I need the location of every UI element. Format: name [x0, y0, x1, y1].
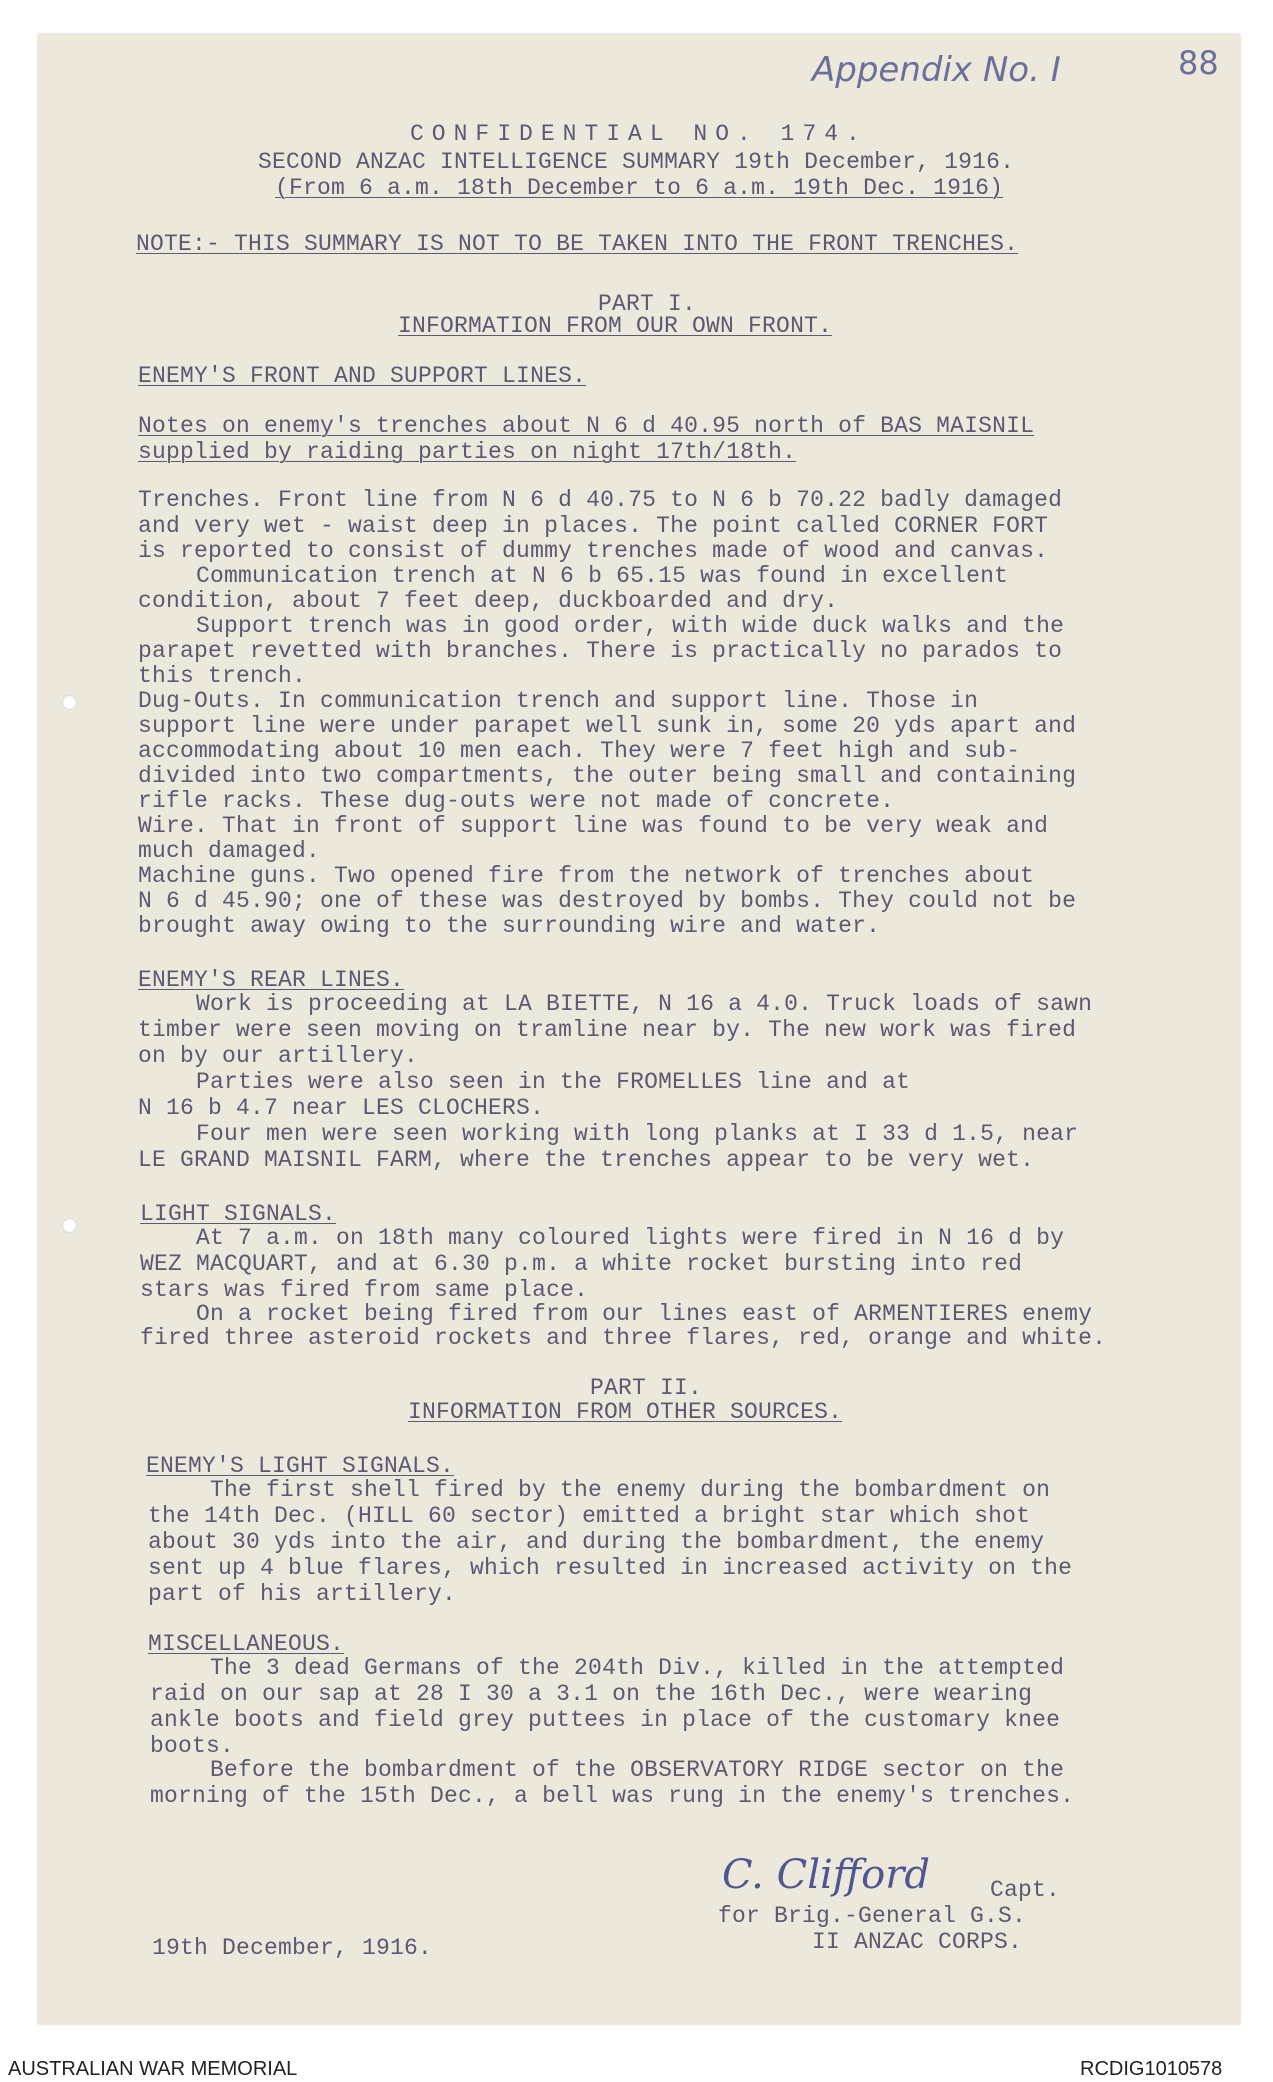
text-line: fired three asteroid rockets and three flares, red, orange and white.	[140, 1325, 1107, 1351]
text-line: about 30 yds into the air, and during the bombardment, the enemy	[148, 1529, 1045, 1555]
text-line: boots.	[150, 1733, 235, 1759]
text-line: support line were under parapet well sunk in, some 20 yds apart and	[138, 713, 1077, 739]
text-line: parapet revetted with branches. There is practically no parados to	[138, 638, 1063, 664]
text-line: Work is proceeding at LA BIETTE, N 16 a 4.0. Truck loads of sawn	[196, 991, 1093, 1017]
corps-name: II ANZAC CORPS.	[812, 1929, 1023, 1955]
text-line: Notes on enemy's trenches about N 6 d 40.95 north of BAS MAISNIL	[138, 413, 1035, 439]
document-date: 19th December, 1916.	[152, 1935, 433, 1961]
text-line: Parties were also seen in the FROMELLES line and at	[196, 1069, 911, 1095]
text-line: The first shell fired by the enemy during the bombardment on	[210, 1477, 1051, 1503]
text-line: raid on our sap at 28 I 30 a 3.1 on the 16th Dec., were wearing	[150, 1681, 1033, 1707]
text-line: Communication trench at N 6 b 65.15 was found in excellent	[196, 563, 1009, 589]
section-heading: MISCELLANEOUS.	[148, 1631, 345, 1657]
punch-hole-bottom	[62, 1218, 77, 1233]
part-two-label: PART II.	[590, 1375, 703, 1401]
text-line: this trench.	[138, 663, 307, 689]
text-line: accommodating about 10 men each. They were 7 feet high and sub-	[138, 738, 1021, 764]
text-line: On a rocket being fired from our lines east of ARMENTIERES enemy	[196, 1301, 1093, 1327]
text-line: brought away owing to the surrounding wire and water.	[138, 913, 881, 939]
text-line: morning of the 15th Dec., a bell was rung in the enemy's trenches.	[150, 1783, 1075, 1809]
text-line: At 7 a.m. on 18th many coloured lights were fired in N 16 d by	[196, 1225, 1065, 1251]
text-line: Trenches. Front line from N 6 d 40.75 to N 6 b 70.22 badly damaged	[138, 487, 1063, 513]
text-line: N 6 d 45.90; one of these was destroyed by bombs. They could not be	[138, 888, 1077, 914]
folio-number: 88	[1178, 44, 1219, 82]
summary-title: SECOND ANZAC INTELLIGENCE SUMMARY 19th December, 1916.	[258, 149, 1015, 175]
footer-id: RCDIG1010578	[1080, 2058, 1223, 2080]
text-line: stars was fired from same place.	[140, 1277, 589, 1303]
part-one-title: INFORMATION FROM OUR OWN FRONT.	[398, 313, 833, 339]
text-line: the 14th Dec. (HILL 60 sector) emitted a bright star which shot	[148, 1503, 1031, 1529]
text-line: sent up 4 blue flares, which resulted in increased activity on the	[148, 1555, 1073, 1581]
text-line: part of his artillery.	[148, 1581, 457, 1607]
text-line: Four men were seen working with long planks at I 33 d 1.5, near	[196, 1121, 1079, 1147]
confidential-number: CONFIDENTIAL NO. 174.	[410, 121, 868, 147]
text-line: LE GRAND MAISNIL FARM, where the trenches appear to be very wet.	[138, 1147, 1035, 1173]
appendix-note: Appendix No. I	[812, 50, 1061, 90]
section-heading: LIGHT SIGNALS.	[140, 1201, 337, 1227]
text-line: is reported to consist of dummy trenches made of wood and canvas.	[138, 538, 1049, 564]
signatory-rank: Capt.	[990, 1877, 1061, 1903]
text-line: Machine guns. Two opened fire from the network of trenches about	[138, 863, 1035, 889]
signature: C. Clifford	[722, 1852, 930, 1898]
section-heading: ENEMY'S REAR LINES.	[138, 967, 405, 993]
text-line: Dug-Outs. In communication trench and support line. Those in	[138, 688, 979, 714]
text-line: Support trench was in good order, with wide duck walks and the	[196, 613, 1065, 639]
text-line: Wire. That in front of support line was found to be very weak and	[138, 813, 1049, 839]
text-line: divided into two compartments, the outer being small and containing	[138, 763, 1077, 789]
text-line: The 3 dead Germans of the 204th Div., killed in the attempted	[210, 1655, 1065, 1681]
part-one-label: PART I.	[598, 291, 697, 317]
text-line: Before the bombardment of the OBSERVATORY RIDGE sector on the	[210, 1757, 1065, 1783]
summary-period: (From 6 a.m. 18th December to 6 a.m. 19th Dec. 1916)	[275, 175, 1004, 201]
text-line: WEZ MACQUART, and at 6.30 p.m. a white rocket bursting into red	[140, 1251, 1023, 1277]
section-heading: ENEMY'S FRONT AND SUPPORT LINES.	[138, 363, 587, 389]
text-line: much damaged.	[138, 838, 321, 864]
part-two-title: INFORMATION FROM OTHER SOURCES.	[408, 1399, 843, 1425]
text-line: ankle boots and field grey puttees in place of the customary knee	[150, 1707, 1061, 1733]
confidential-note: NOTE:- THIS SUMMARY IS NOT TO BE TAKEN INTO THE FRONT TRENCHES.	[136, 231, 1019, 257]
text-line: on by our artillery.	[138, 1043, 419, 1069]
text-line: timber were seen moving on tramline near by. The new work was fired	[138, 1017, 1077, 1043]
text-line: condition, about 7 feet deep, duckboarded and dry.	[138, 588, 839, 614]
text-line: rifle racks. These dug-outs were not made of concrete.	[138, 788, 895, 814]
text-line: N 16 b 4.7 near LES CLOCHERS.	[138, 1095, 545, 1121]
signatory-line: for Brig.-General G.S.	[718, 1903, 1027, 1929]
text-line: and very wet - waist deep in places. The point called CORNER FORT	[138, 513, 1049, 539]
text-line: supplied by raiding parties on night 17th/18th.	[138, 439, 797, 465]
punch-hole-top	[62, 695, 77, 710]
section-heading: ENEMY'S LIGHT SIGNALS.	[146, 1453, 455, 1479]
footer-source: AUSTRALIAN WAR MEMORIAL	[8, 2058, 298, 2080]
